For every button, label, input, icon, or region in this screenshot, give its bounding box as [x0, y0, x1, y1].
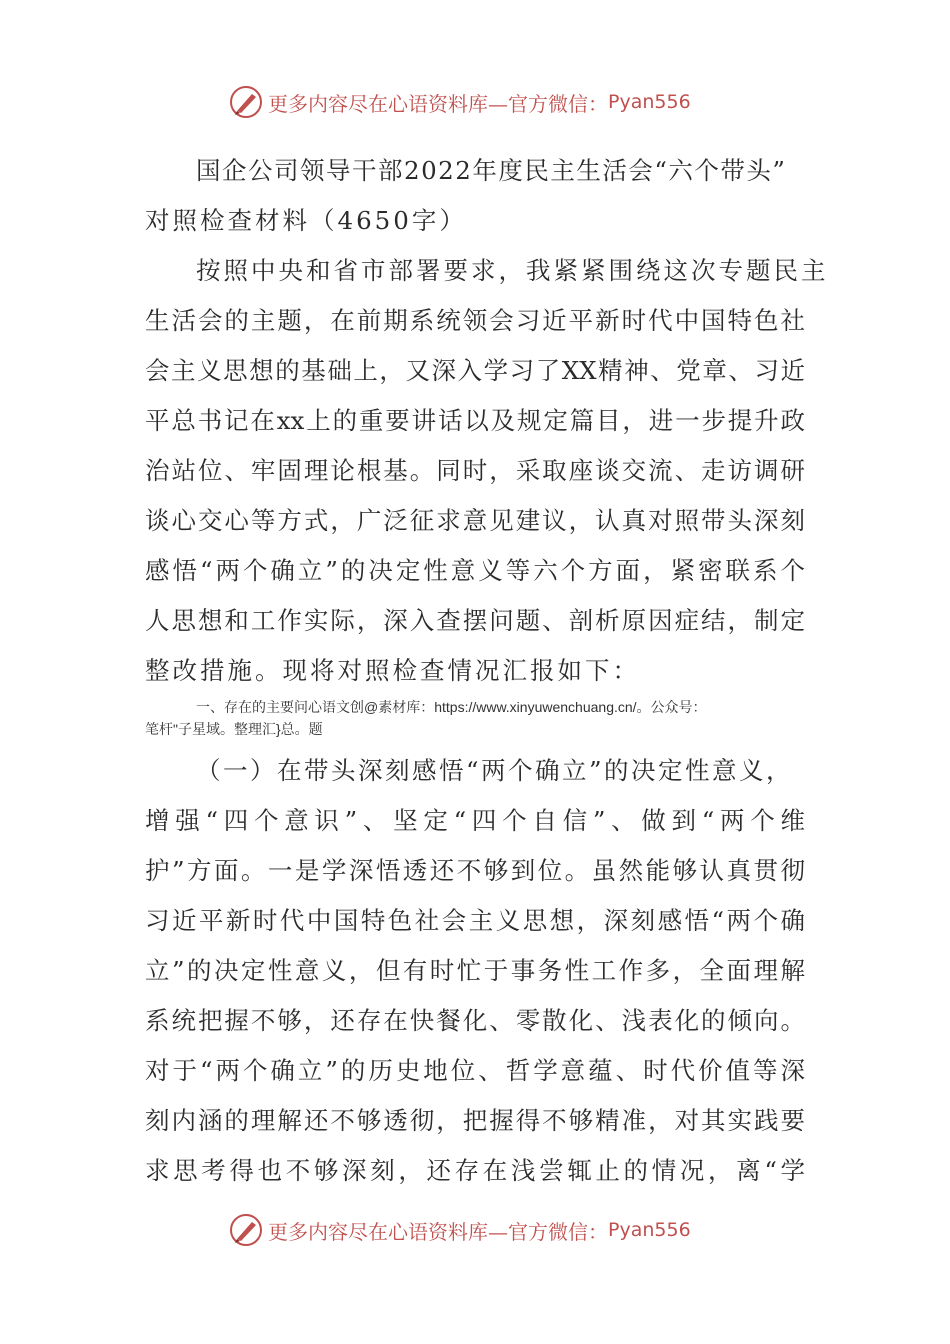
intro-line: 按照中央和省市部署要求，我紧紧围绕这次专题民主 [196, 256, 829, 285]
intro-line: 治站位、牢固理论根基。同时，采取座谈交流、走访调研 [145, 456, 805, 485]
section1-line: 立”的决定性意义，但有时忙于事务性工作多，全面理解 [145, 956, 805, 985]
intro-line: 平总书记在xx上的重要讲话以及规定篇目，进一步提升政 [145, 406, 805, 435]
section1-line: 系统把握不够，还存在快餐化、零散化、浅表化的倾向。 [145, 1006, 805, 1035]
intro-line: 会主义思想的基础上，又深入学习了XX精神、党章、习近 [145, 356, 805, 385]
pen-logo-icon [228, 84, 264, 120]
title-line-1: 国企公司领导干部2022年度民主生活会“六个带头” [196, 156, 787, 185]
section1-line: 护”方面。一是学深悟透还不够到位。虽然能够认真贯彻 [145, 856, 805, 885]
banner-wechat-id: Pyan556 [608, 91, 691, 113]
pen-logo-icon [228, 1212, 264, 1248]
header-banner [228, 82, 748, 122]
intro-line: 生活会的主题，在前期系统领会习近平新时代中国特色社 [145, 306, 805, 335]
title-line-2: 对照检查材料（4650字） [145, 206, 467, 235]
section1-line: 习近平新时代中国特色社会主义思想，深刻感悟“两个确 [145, 906, 805, 935]
intro-line: 人思想和工作实际，深入查摆问题、剖析原因症结，制定 [145, 606, 805, 635]
intro-line: 谈心交心等方式，广泛征求意见建议，认真对照带头深刻 [145, 506, 805, 535]
intro-line: 感悟“两个确立”的决定性意义等六个方面，紧密联系个 [145, 556, 805, 585]
banner-text: 更多内容尽在心语资料库—官方微信： [268, 91, 608, 116]
section1-line: 增强“四个意识”、坚定“四个自信”、做到“两个维 [145, 806, 805, 835]
section1-line: 对于“两个确立”的历史地位、哲学意蕴、时代价值等深 [145, 1056, 805, 1085]
section1-line: （一）在带头深刻感悟“两个确立”的决定性意义， [196, 756, 794, 785]
banner-wechat-id: Pyan556 [608, 1219, 691, 1241]
section-heading-note-2: 笔杆"子星域。整理汇}总。题 [145, 721, 323, 737]
footer-banner [228, 1210, 748, 1250]
intro-line: 整改措施。现将对照检查情况汇报如下： [145, 656, 640, 685]
section1-line: 求思考得也不够深刻，还存在浅尝辄止的情况，离“学 [145, 1156, 805, 1185]
banner-text: 更多内容尽在心语资料库—官方微信： [268, 1219, 608, 1244]
section1-line: 刻内涵的理解还不够透彻，把握得不够精准，对其实践要 [145, 1106, 805, 1135]
section-heading-note: 一、存在的主要问心语文创@素材库：https://www.xinyuwenchuang.cn/。公众号： [196, 699, 707, 715]
